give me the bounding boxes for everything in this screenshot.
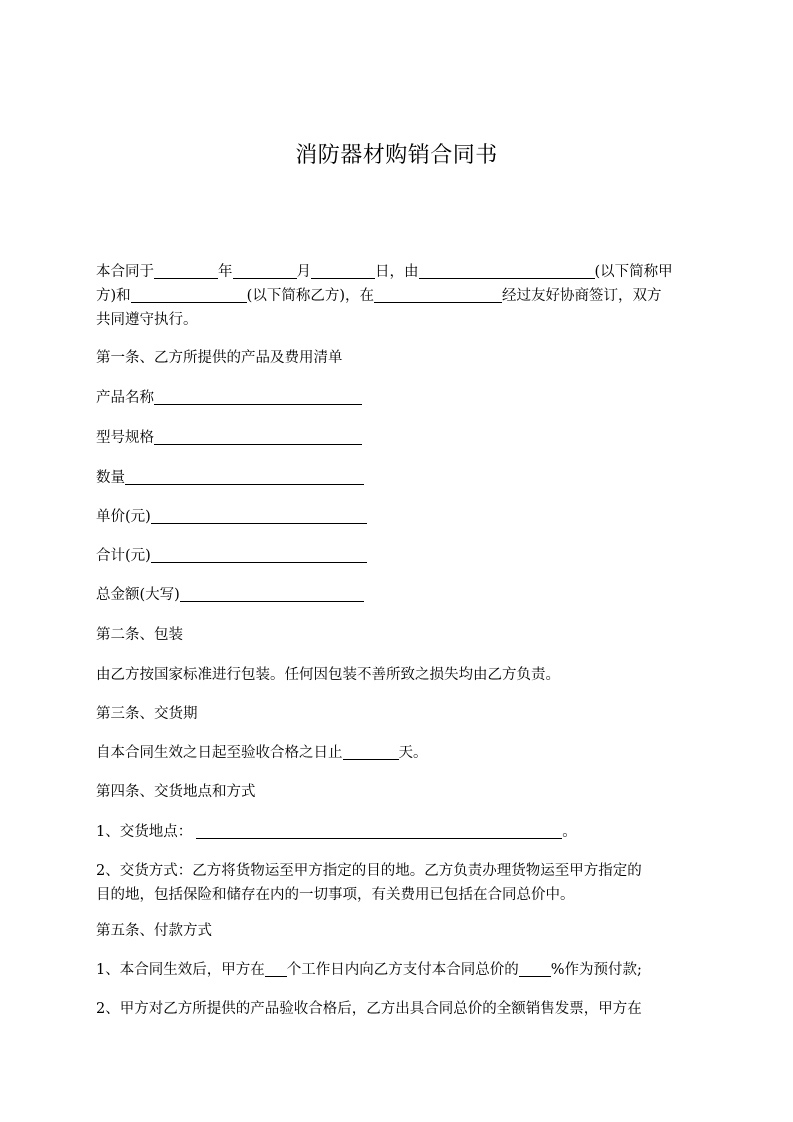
article-3-heading: 第三条、交货期	[96, 706, 198, 722]
page-title: 消防器材购销合同书	[295, 143, 498, 168]
party-b-blank[interactable]	[131, 287, 247, 303]
intro-line-2	[96, 286, 662, 306]
intro-line-3: 共同遵守执行。	[96, 312, 198, 328]
intro-text: (以下简称甲	[594, 264, 673, 280]
subtotal-row	[96, 546, 367, 566]
model-label: 型号规格	[96, 430, 154, 446]
intro-text: 月	[296, 264, 311, 280]
total-blank[interactable]	[180, 586, 364, 602]
payment-days-blank[interactable]	[265, 961, 287, 977]
intro-text: 本合同于	[96, 264, 154, 280]
unit-price-blank[interactable]	[151, 508, 367, 524]
delivery-method-line-2: 目的地，包括保险和储存在内的一切事项，有关费用已包括在合同总价中。	[96, 887, 575, 903]
delivery-place-row	[96, 822, 577, 842]
article-2-heading: 第二条、包装	[96, 627, 183, 643]
intro-text: 日，由	[375, 264, 419, 280]
delivery-method-line-1: 2、交货方式：乙方将货物运至甲方指定的目的地。乙方负责办理货物运至甲方指定的	[96, 863, 642, 879]
payment-item-1	[96, 960, 642, 980]
payment-item-2: 2、甲方对乙方所提供的产品验收合格后，乙方出具合同总价的全额销售发票，甲方在	[96, 1001, 642, 1017]
product-name-label: 产品名称	[96, 390, 154, 406]
payment-text: 1、本合同生效后，甲方在	[96, 962, 265, 978]
delivery-place-label: 1、交货地点：	[96, 824, 193, 840]
date-day-blank[interactable]	[311, 263, 375, 279]
article-1-heading: 第一条、乙方所提供的产品及费用清单	[96, 350, 343, 366]
delivery-days-blank[interactable]	[343, 744, 399, 760]
product-name-blank[interactable]	[154, 389, 362, 405]
signing-place-blank[interactable]	[374, 287, 502, 303]
delivery-text: 天。	[398, 745, 428, 761]
model-row	[96, 428, 362, 448]
intro-text: 年	[218, 264, 233, 280]
unit-price-label: 单价(元)	[96, 509, 151, 525]
delivery-text: 自本合同生效之日起至验收合格之日止	[96, 745, 343, 761]
article-4-heading: 第四条、交货地点和方式	[96, 784, 256, 800]
delivery-place-end: 。	[562, 824, 577, 840]
delivery-place-blank[interactable]	[196, 823, 562, 839]
date-year-blank[interactable]	[154, 263, 218, 279]
subtotal-blank[interactable]	[151, 547, 367, 563]
subtotal-label: 合计(元)	[96, 548, 151, 564]
payment-text: 个工作日内向乙方支付本合同总价的	[286, 962, 519, 978]
date-month-blank[interactable]	[233, 263, 297, 279]
model-blank[interactable]	[154, 429, 362, 445]
article-5-heading: 第五条、付款方式	[96, 923, 212, 939]
intro-text: 经过友好协商签订，双方	[502, 288, 662, 304]
unit-price-row	[96, 507, 367, 527]
prepayment-percent-blank[interactable]	[519, 961, 551, 977]
quantity-label: 数量	[96, 470, 125, 486]
payment-text: %作为预付款;	[550, 962, 642, 978]
intro-text: (以下简称乙方)，在	[246, 288, 374, 304]
product-name-row	[96, 388, 362, 408]
article-2-text: 由乙方按国家标准进行包装。任何因包装不善所致之损失均由乙方负责。	[96, 667, 560, 683]
intro-text: 方)和	[96, 288, 131, 304]
quantity-blank[interactable]	[125, 469, 364, 485]
party-a-blank[interactable]	[419, 263, 595, 279]
total-label: 总金额(大写)	[96, 587, 180, 603]
intro-line-1	[96, 262, 673, 282]
article-3-text	[96, 743, 428, 763]
total-row	[96, 585, 364, 605]
quantity-row	[96, 468, 364, 488]
